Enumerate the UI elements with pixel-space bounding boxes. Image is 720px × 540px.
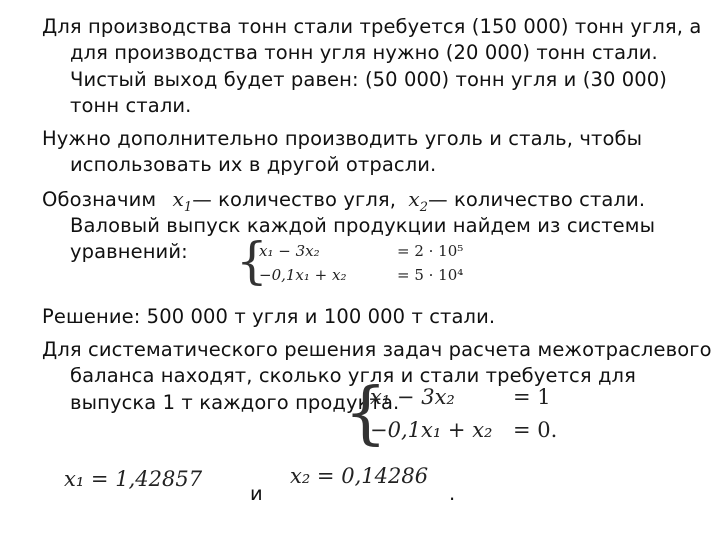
system1-row1-lhs: x₁ − 3x₂ <box>259 242 320 260</box>
result-x1: x₁ = 1,42857 <box>64 467 203 491</box>
p3-mid: — количество угля, <box>192 188 397 211</box>
p3-line3: уравнений: <box>70 240 188 263</box>
p3-line2: Валовый выпуск каждой продукции найдем из системы <box>70 214 656 237</box>
p3-suffix: — количество стали. <box>428 188 646 211</box>
system2-row2-rhs: = 0. <box>513 418 558 442</box>
var-x1-letter: x <box>172 187 184 211</box>
p5-line2: баланса находят, сколько угля и стали требуется для <box>70 364 636 387</box>
system1-row2-lhs: −0,1x₁ + x₂ <box>259 266 347 284</box>
p4-line1: Решение: 500 000 т угля и 100 000 т стали. <box>42 305 496 328</box>
system1-row2-rhs: = 5 · 10⁴ <box>397 266 464 284</box>
system2-brace: { <box>344 374 388 453</box>
p2-line1: Нужно дополнительно производить уголь и сталь, чтобы <box>42 127 643 150</box>
p1-line2: для производства тонн угля нужно (20 000) тонн стали. <box>70 41 658 64</box>
var-x2 <box>408 187 429 215</box>
p3-prefix: Обозначим <box>42 188 157 211</box>
p5-line3: выпуска 1 т каждого продукта. <box>70 391 400 414</box>
system1-row1-rhs: = 2 · 10⁵ <box>397 242 464 260</box>
p1-line4: тонн стали. <box>70 94 192 117</box>
var-x2-sub: 2 <box>419 200 429 215</box>
system2-row2-lhs: −0,1x₁ + x₂ <box>370 418 493 442</box>
var-x2-letter: x <box>408 187 420 211</box>
result-and: и <box>250 482 263 505</box>
system2-row1-lhs: x₁ − 3x₂ <box>370 385 455 409</box>
result-dot: . <box>449 482 456 505</box>
system1-brace: { <box>236 232 268 290</box>
p5-line1: Для систематического решения задач расчета межотраслевого <box>42 338 712 361</box>
p2-line2: использовать их в другой отрасли. <box>70 153 437 176</box>
result-x2: x₂ = 0,14286 <box>290 464 429 488</box>
p1-line3: Чистый выход будет равен: (50 000) тонн угля и (30 000) <box>70 68 667 91</box>
var-x1-sub: 1 <box>183 200 193 215</box>
system2-row1-rhs: = 1 <box>513 385 551 409</box>
var-x1 <box>172 187 193 215</box>
p1-line1: Для производства тонн стали требуется (150 000) тонн угля, а <box>42 15 702 38</box>
